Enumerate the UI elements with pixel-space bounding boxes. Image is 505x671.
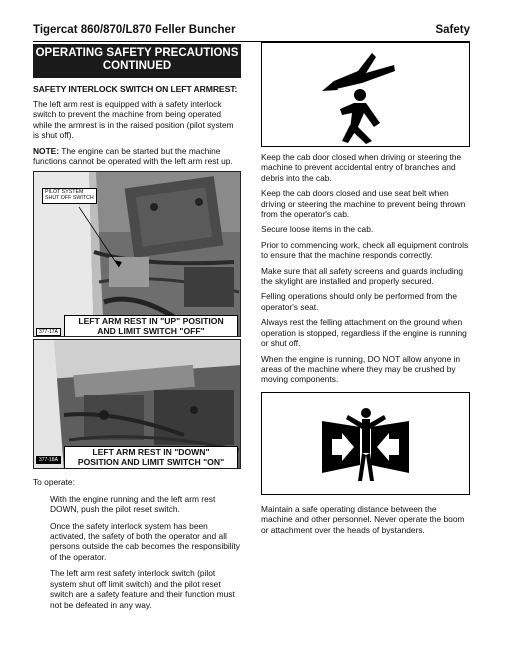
section-title: Safety — [435, 24, 470, 36]
intro-paragraph: The left arm rest is equipped with a safety interlock switch to prevent the machine from being operated while the armrest is in the raised position (pilot system is shut off). — [33, 99, 234, 141]
note-label: NOTE: — [33, 145, 60, 156]
page-header — [33, 24, 470, 42]
para-seat-belt: Keep the cab doors closed and use seat belt when driving or steering the machine to prevent being thrown from the operator's cab. — [261, 188, 466, 220]
photo-armrest-down — [33, 339, 241, 469]
callout-line-2: SHUT OFF SWITCH — [45, 195, 94, 202]
photo2-caption — [64, 446, 238, 469]
photo2-ref-tag: 377-18A — [36, 456, 61, 464]
caption-line-1: LEFT ARM REST IN "UP" POSITION — [78, 316, 224, 327]
branch-hazard-icon — [262, 43, 469, 146]
banner-line-1: OPERATING SAFETY PRECAUTIONS — [35, 47, 239, 59]
para-rest-attachment: Always rest the felling attachment on the ground when operation is stopped, regardless if the engine is running or shut off. — [261, 317, 467, 349]
callout-line-1: PILOT SYSTEM — [45, 189, 84, 196]
caption-line-2: POSITION AND LIMIT SWITCH "ON" — [77, 457, 225, 468]
caption-line-1: LEFT ARM REST IN "DOWN" — [92, 447, 210, 458]
crush-hazard-icon — [262, 393, 469, 494]
left-column — [33, 44, 241, 610]
branch-hazard-box — [261, 42, 470, 147]
to-operate-label: To operate: — [33, 477, 75, 488]
operate-step-2: Once the safety interlock system has been activated, the safety of both the operator and all persons outside the cab becomes the responsibility of the operator. — [50, 520, 240, 562]
note-text: The engine can be started but the machine functions cannot be operated with the left arm rest up. — [33, 145, 233, 167]
para-check-controls: Prior to commencing work, check all equipment controls to ensure that the machine responds correctly. — [261, 239, 469, 261]
photo1-ref-tag: 377-17A — [36, 328, 61, 336]
photo1-caption — [64, 315, 238, 337]
operate-step-3: The left arm rest safety interlock switch (pilot system shut off limit switch) and the pilot reset switch are a safety feature and their function must not be defeated in any way. — [50, 568, 235, 610]
para-safe-distance: Maintain a safe operating distance between the machine and other personnel. Never operate the boom or attachment over the heads of bystanders. — [261, 503, 465, 535]
pilot-switch-callout — [42, 188, 97, 204]
photo-armrest-up — [33, 171, 241, 337]
banner-line-2: CONTINUED — [102, 60, 172, 72]
note-paragraph — [33, 146, 241, 167]
section-banner — [33, 44, 241, 78]
para-loose-items: Secure loose items in the cab. — [261, 224, 374, 235]
caption-line-2: AND LIMIT SWITCH "OFF" — [97, 326, 205, 337]
para-safety-screens: Make sure that all safety screens and guards including the skylight are installed and properly secured. — [261, 265, 464, 287]
para-cab-door: Keep the cab door closed when driving or steering the machine to prevent accidental entry of branches and debris into the cab. — [261, 152, 462, 183]
right-column — [261, 42, 470, 535]
operate-step-1: With the engine running and the left arm rest DOWN, push the pilot reset switch. — [50, 493, 216, 515]
crush-hazard-box — [261, 392, 470, 495]
para-felling-seat: Felling operations should only be performed from the operator's seat. — [261, 291, 457, 312]
subheading: SAFETY INTERLOCK SWITCH ON LEFT ARMREST: — [33, 84, 238, 94]
document-title: Tigercat 860/870/L870 Feller Buncher — [33, 24, 236, 36]
para-crush-warning: When the engine is running, DO NOT allow anyone in areas of the machine where they may be crushed by moving components. — [261, 353, 461, 385]
